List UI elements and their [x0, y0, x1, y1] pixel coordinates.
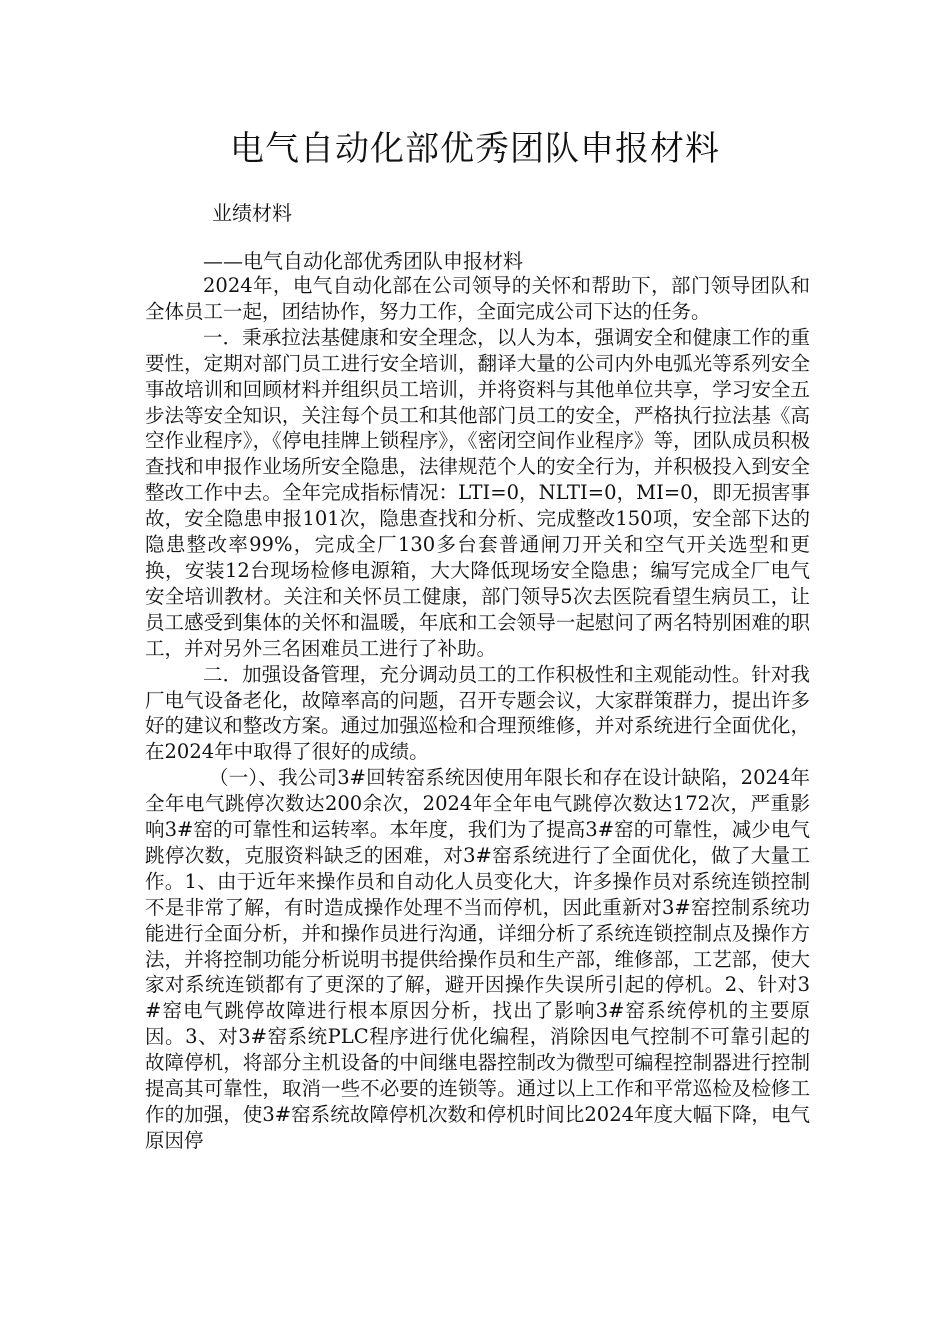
- paragraph-safety: 一．秉承拉法基健康和安全理念，以人为本，强调安全和健康工作的重要性，定期对部门员工进行安全培训，翻译大量的公司内外电弧光等系列安全事故培训和回顾材料并组织员工培训，并将资料与其他单位共享，学习安全五步法等安全知识，关注每个员工和其他部门员工的安全，严格执行拉法基《高空作业程序》，《停电挂牌上锁程序》，《密闭空间作业程序》等，团队成员积极查找和申报作业场所安全隐患，法律规范个人的安全行为，并积极投入到安全整改工作中去。全年完成指标情况：LTI=0，NLTI=0，MI=0，即无损害事故，安全隐患申报101次，隐患查找和分析、完成整改150项，安全部下达的隐患整改率99%，完成全厂130多台套普通闸刀开关和空气开关选型和更换，安装12台现场检修电源箱，大大降低现场安全隐患；编写完成全厂电气安全培训教材。关注和关怀员工健康，部门领导5次去医院看望生病员工，让员工感受到集体的关怀和温暖，年底和工会领导一起慰问了两名特别困难的职工，并对另外三名困难员工进行了补助。: [145, 325, 810, 660]
- section-label: 业绩材料: [212, 201, 292, 225]
- document-title: 电气自动化部优秀团队申报材料: [230, 129, 720, 169]
- paragraph-intro: 2024年，电气自动化部在公司领导的关怀和帮助下，部门领导团队和全体员工一起，团结协作，努力工作，全面完成公司下达的任务。: [145, 274, 810, 323]
- paragraph-equipment: 二．加强设备管理，充分调动员工的工作积极性和主观能动性。针对我厂电气设备老化，故障率高的问题，召开专题会议，大家群策群力，提出许多好的建议和整改方案。通过加强巡检和合理预维修，并对系统进行全面优化，在2024年中取得了很好的成绩。: [145, 662, 810, 764]
- paragraph-kiln: （一）、我公司3#回转窑系统因使用年限长和存在设计缺陷，2024年全年电气跳停次数达200余次，2024年全年电气跳停次数达172次，严重影响3#窑的可靠性和运转率。本年度，我们为了提高3#窑的可靠性，减少电气跳停次数，克服资料缺乏的困难，对3#窑系统进行了全面优化，做了大量工作。1、由于近年来操作员和自动化人员变化大，许多操作员对系统连锁控制不是非常了解，有时造成操作处理不当而停机，因此重新对3#窑控制系统功能进行全面分析，并和操作员进行沟通，详细分析了系统连锁控制点及操作方法，并将控制功能分析说明书提供给操作员和生产部，维修部，工艺部，使大家对系统连锁都有了更深的了解，避开因操作失误所引起的停机。2、针对3#窑电气跳停故障进行根本原因分析，找出了影响3#窑系统停机的主要原因。3、对3#窑系统PLC程序进行优化编程，消除因电气控制不可靠引起的故障停机，将部分主机设备的中间继电器控制改为微型可编程控制器进行控制提高其可靠性，取消一些不必要的连锁等。通过以上工作和平常巡检及检修工作的加强，使3#窑系统故障停机次数和停机时间比2024年度大幅下降，电气原因停: [145, 766, 810, 1152]
- document-body: [145, 273, 810, 1154]
- document-subtitle: ——电气自动化部优秀团队申报材料: [203, 249, 523, 273]
